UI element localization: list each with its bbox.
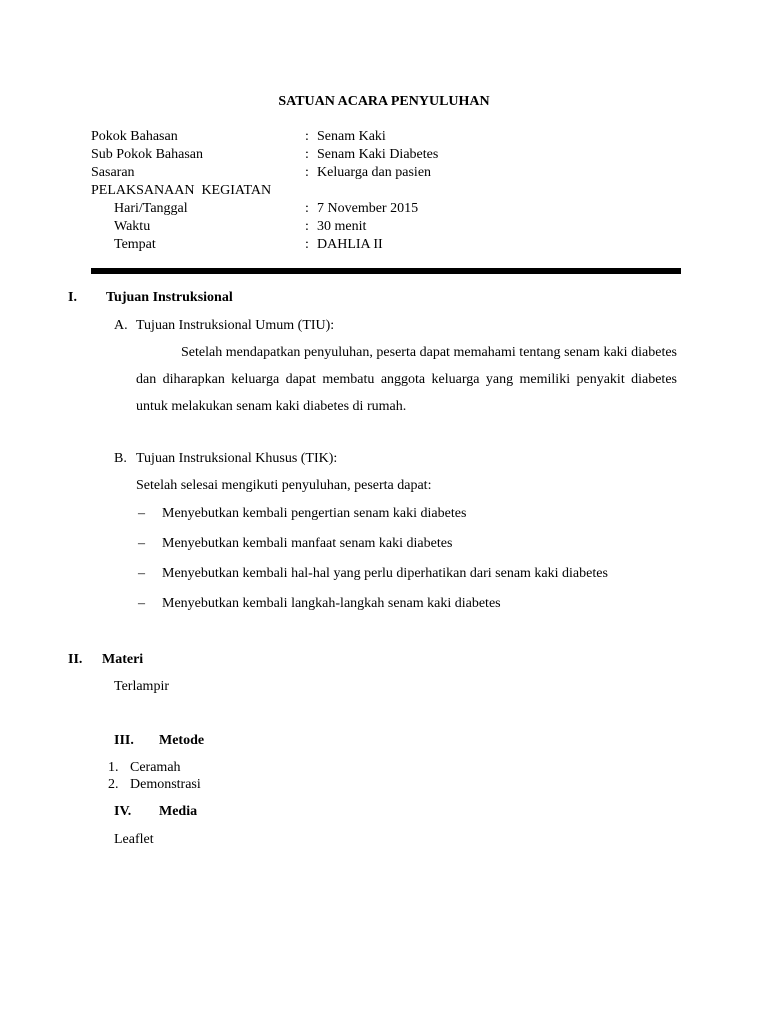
subsection-title: Tujuan Instruksional Khusus (TIK): [136, 451, 338, 466]
info-row-pelaksanaan [0, 182, 768, 200]
list-item: Menyebutkan kembali pengertian senam kaki diabetes [162, 506, 467, 521]
section-text: Leaflet [114, 832, 154, 847]
info-colon: : [305, 201, 309, 216]
horizontal-rule [91, 268, 681, 274]
info-value: DAHLIA II [317, 237, 383, 252]
document-title: SATUAN ACARA PENYULUHAN [278, 94, 490, 109]
list-number: 1. [108, 760, 119, 775]
list-number: 2. [108, 777, 119, 792]
section-title: Tujuan Instruksional [106, 290, 233, 305]
info-value: 30 menit [317, 219, 367, 234]
section-number: IV. [114, 804, 132, 819]
info-label: Hari/Tanggal [114, 201, 188, 216]
subsection-title: Tujuan Instruksional Umum (TIU): [136, 318, 335, 333]
info-row-sub [0, 146, 768, 164]
tiu-paragraph [136, 339, 677, 420]
info-colon: : [305, 219, 309, 234]
tik-intro: Setelah selesai mengikuti penyuluhan, peserta dapat: [136, 478, 432, 493]
info-label: Tempat [114, 237, 156, 252]
section-title: Media [159, 804, 198, 819]
info-row-sasaran [0, 164, 768, 182]
info-row-waktu [0, 218, 768, 236]
info-label: Pokok Bahasan [91, 129, 178, 144]
info-value: Keluarga dan pasien [317, 165, 432, 180]
subsection-letter: A. [114, 318, 128, 333]
subsection-letter: B. [114, 451, 127, 466]
info-colon: : [305, 129, 309, 144]
section-number: I. [68, 290, 77, 305]
dash-bullet: – [138, 536, 145, 551]
info-row-pokok [0, 128, 768, 146]
info-label: Sub Pokok Bahasan [91, 147, 203, 162]
list-item: Demonstrasi [130, 777, 201, 792]
info-label: Waktu [114, 219, 151, 234]
info-value: Senam Kaki Diabetes [317, 147, 439, 162]
info-value: Senam Kaki [317, 129, 386, 144]
info-value: 7 November 2015 [317, 201, 419, 216]
info-colon: : [305, 237, 309, 252]
section-text: Terlampir [114, 679, 169, 694]
pelaksanaan-heading: PELAKSANAAN KEGIATAN [91, 183, 272, 198]
tiu-text: Setelah mendapatkan penyuluhan, peserta dapat memahami tentang senam kaki diabetes dan diharapkan keluarga dapat membatu anggota keluarga yang memiliki penyakit diabetes untuk melakukan senam kaki diabetes di rumah. [136, 345, 677, 414]
dash-bullet: – [138, 596, 145, 611]
section-number: II. [68, 652, 83, 667]
info-row-hari [0, 200, 768, 218]
list-item: Menyebutkan kembali hal-hal yang perlu diperhatikan dari senam kaki diabetes [162, 566, 608, 581]
info-row-tempat [0, 236, 768, 254]
info-colon: : [305, 147, 309, 162]
list-item: Menyebutkan kembali langkah-langkah senam kaki diabetes [162, 596, 501, 611]
section-title: Materi [102, 652, 144, 667]
dash-bullet: – [138, 566, 145, 581]
dash-bullet: – [138, 506, 145, 521]
list-item: Menyebutkan kembali manfaat senam kaki diabetes [162, 536, 453, 551]
info-colon: : [305, 165, 309, 180]
info-label: Sasaran [91, 165, 135, 180]
list-item: Ceramah [130, 760, 181, 775]
section-number: III. [114, 733, 134, 748]
section-title: Metode [159, 733, 205, 748]
